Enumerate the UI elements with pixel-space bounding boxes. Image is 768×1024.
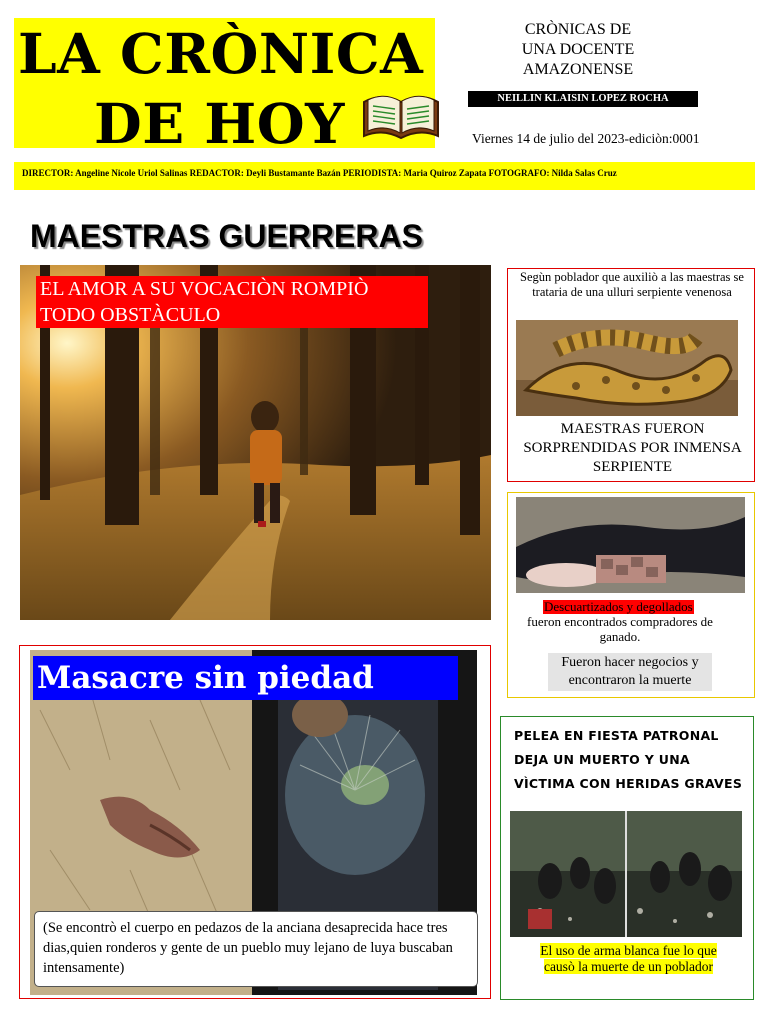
author-name: NEILLIN KLAISIN LOPEZ ROCHA — [468, 91, 698, 107]
cattle-highlight: Descuartizados y degollados — [544, 599, 693, 614]
fight-caption-text: El uso de arma blanca fue lo que causò la muerte de un poblador — [540, 943, 717, 974]
open-book-icon — [360, 90, 442, 144]
masthead-title-line1: LA CRÒNICA — [18, 21, 424, 86]
masthead-title-line2: DE HOY — [94, 91, 345, 156]
fight-photo — [510, 811, 742, 937]
fight-caption — [540, 943, 717, 975]
massacre-caption: (Se encontrò el cuerpo en pedazos de la anciana desaprecida hace tres dias,quien ronderos y gente de un pueblo muy lejano de luya buscaban intensamente) — [34, 911, 478, 987]
date-edition: Viernes 14 de julio del 2023-ediciòn:0001 — [472, 131, 700, 146]
staff-credits: DIRECTOR: Angeline Nicole Uriol Salinas REDACTOR: Deyli Bustamante Bazán PERIODISTA: Maria Quiroz Zapata FOTOGRAFO: Nilda Salas Cruz — [14, 162, 755, 190]
series-title: CRÒNICAS DE UNA DOCENTE AMAZONENSE — [521, 21, 635, 78]
snake-headline: MAESTRAS FUERON SORPRENDIDAS POR INMENSA SERPIENTE — [523, 421, 742, 475]
cattle-subtitle: Fueron hacer negocios y encontraron la muerte — [548, 653, 712, 691]
lead-banner: EL AMOR A SU VOCACIÒN ROMPIÒ TODO OBSTÀCULO — [36, 276, 428, 328]
massacre-title: Masacre sin piedad — [33, 656, 458, 700]
lead-headline: MAESTRAS GUERRERAS — [30, 218, 423, 254]
cattle-text: fueron encontrados compradores de ganado. — [527, 614, 713, 644]
crime-scene-photo — [516, 497, 745, 593]
fight-headline: PELEA EN FIESTA PATRONAL DEJA UN MUERTO Y UNA VÌCTIMA CON HERIDAS GRAVES — [514, 728, 743, 791]
snake-caption: Segùn poblador que auxiliò a las maestras se trataria de una ulluri serpiente venenosa — [520, 270, 744, 299]
snake-photo — [516, 320, 738, 416]
